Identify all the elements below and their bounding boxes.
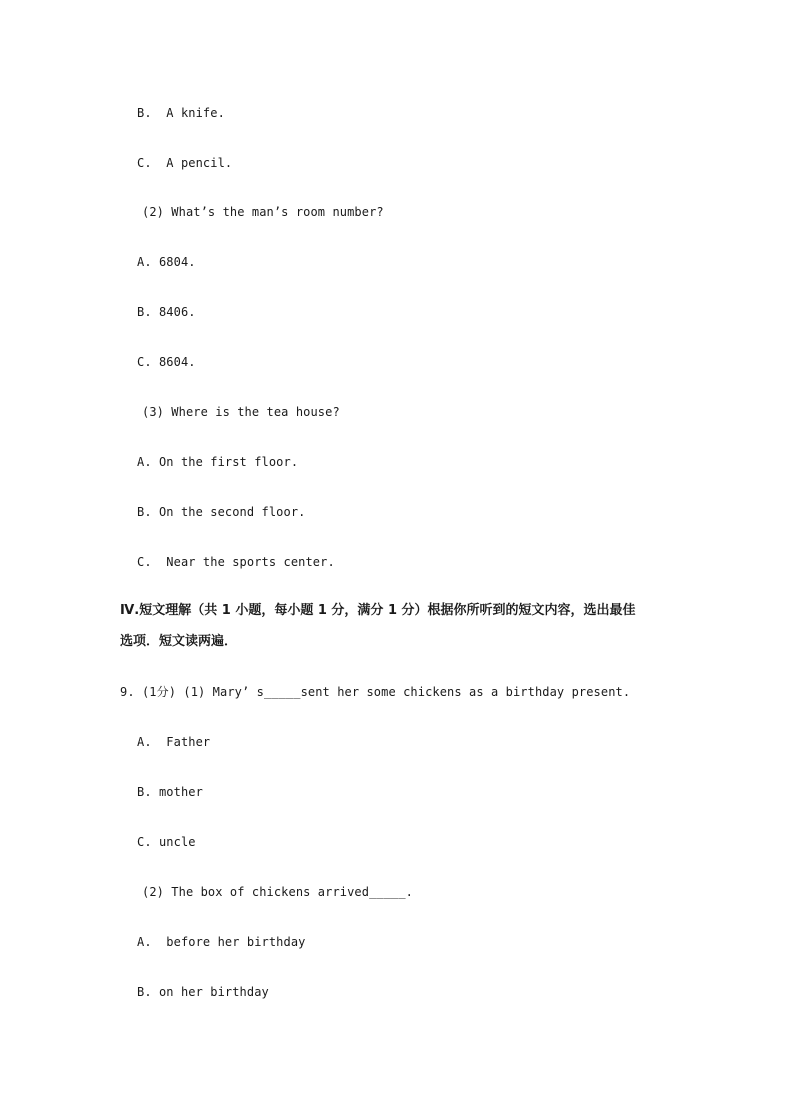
section4-heading-line2: 选项．短文读两遍． (120, 634, 238, 649)
q9-stem: 9. (1分) (1) Mary’ s_____sent her some chickens as a birthday present. (120, 685, 631, 699)
q8-part1-option-b: B. A knife. (137, 106, 225, 120)
q8-part3-question: (3) Where is the tea house? (142, 405, 340, 419)
q8-part3-option-a: A. On the first floor. (137, 455, 299, 469)
q8-part2-question: (2) What’s the man’s room number? (142, 205, 384, 219)
section4-heading-line1: Ⅳ.短文理解（共 1 小题，每小题 1 分，满分 1 分）根据你所听到的短文内容，选出最佳 (120, 603, 636, 618)
q9-part1-option-a: A. Father (137, 735, 211, 749)
q8-part1-option-c: C. A pencil. (137, 156, 233, 170)
q9-part2-option-b: B. on her birthday (137, 985, 269, 999)
q9-part2-option-a: A. before her birthday (137, 935, 306, 949)
q9-part2-question: (2) The box of chickens arrived_____. (142, 885, 414, 899)
q8-part2-option-b: B. 8406. (137, 305, 196, 319)
q9-part1-option-b: B. mother (137, 785, 203, 799)
q8-part2-option-c: C. 8604. (137, 355, 196, 369)
q8-part2-option-a: A. 6804. (137, 255, 196, 269)
q8-part3-option-b: B. On the second floor. (137, 505, 306, 519)
q9-part1-option-c: C. uncle (137, 835, 196, 849)
q8-part3-option-c: C. Near the sports center. (137, 555, 335, 569)
